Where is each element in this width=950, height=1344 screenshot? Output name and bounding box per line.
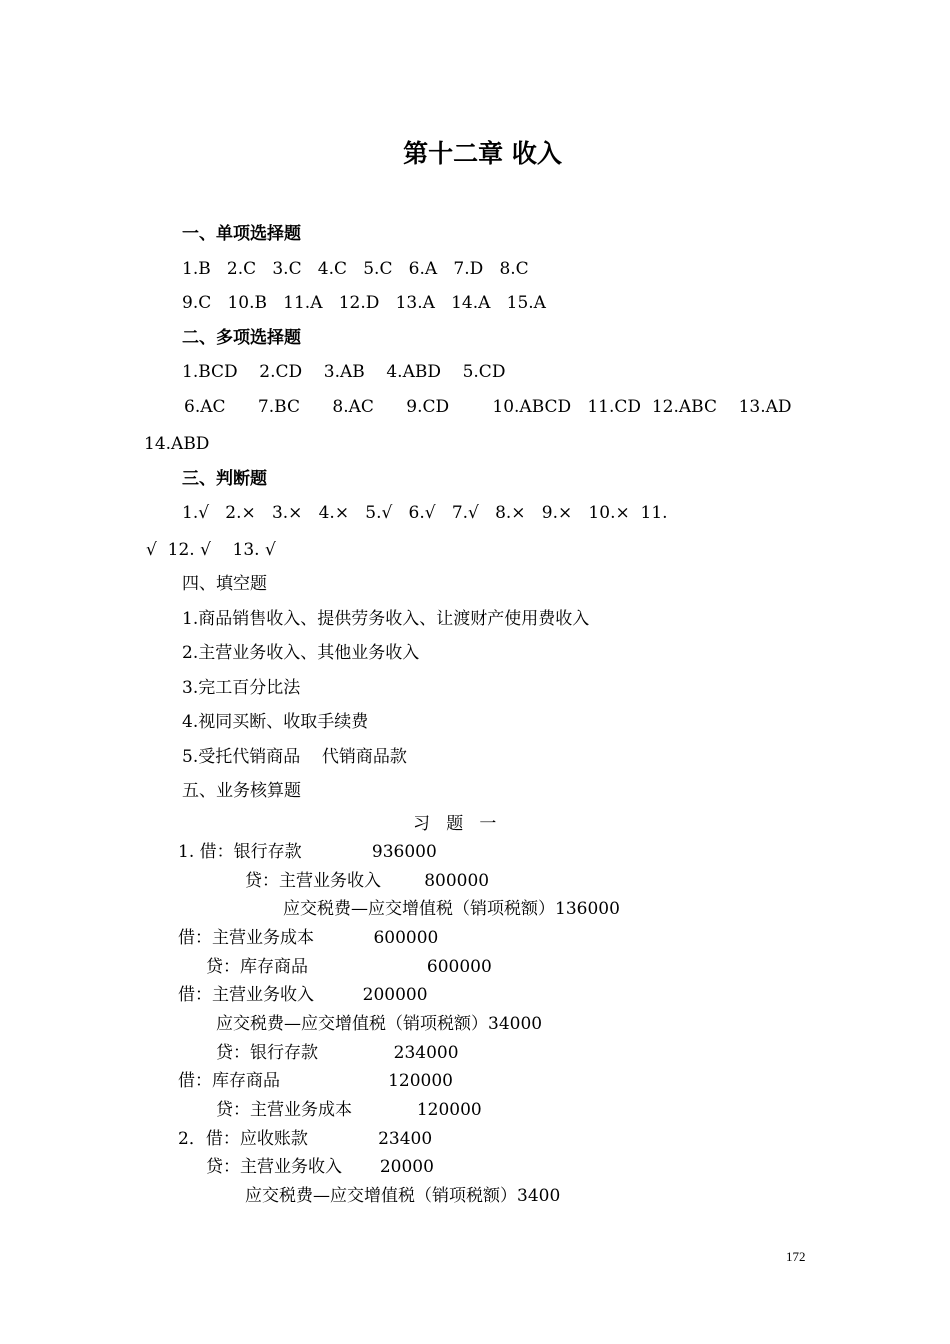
single-choice-answers-row-2: 9.C 10.B 11.A 12.D 13.A 14.A 15.A [182,293,546,313]
true-false-answers-row-1: 1.√ 2.× 3.× 4.× 5.√ 6.√ 7.√ 8.× 9.× 10.× 11. [182,503,668,523]
page-number: 172 [786,1249,806,1264]
section-heading-true-false: 三、判断题 [182,469,267,489]
journal-entry-line: 2．借：应收账款 23400 [178,1129,433,1149]
journal-entry-line: 应交税费—应交增值税（销项税额）136000 [283,899,620,919]
journal-entry-line: 应交税费—应交增值税（销项税额）3400 [245,1186,561,1206]
section-heading-fill-blank: 四、填空题 [182,574,267,594]
journal-entry-line: 贷：主营业务收入 800000 [245,871,490,891]
exercise-title: 习 题 一 [413,814,497,834]
multiple-choice-answers-row-3: 14.ABD [144,434,210,454]
section-heading-single-choice: 一、单项选择题 [182,224,301,244]
journal-entry-line: 1. 借：银行存款 936000 [178,842,437,862]
journal-entry-line: 应交税费—应交增值税（销项税额）34000 [216,1014,543,1034]
fill-blank-item: 1.商品销售收入、提供劳务收入、让渡财产使用费收入 [182,609,590,629]
fill-blank-item: 3.完工百分比法 [182,678,301,698]
section-heading-multiple-choice: 二、多项选择题 [182,328,301,348]
section-heading-accounting: 五、业务核算题 [182,781,301,801]
journal-entry-line: 借：主营业务收入 200000 [178,985,428,1005]
journal-entry-line: 借：库存商品 120000 [178,1071,453,1091]
chapter-title: 第十二章 收入 [403,139,562,168]
journal-entry-line: 借：主营业务成本 600000 [178,928,439,948]
journal-entry-line: 贷：银行存款 234000 [216,1043,459,1063]
true-false-answers-row-2: √ 12. √ 13. √ [146,540,276,560]
multiple-choice-answers-row-2: 6.AC 7.BC 8.AC 9.CD 10.ABCD 11.CD 12.ABC 13.AD [184,397,792,417]
fill-blank-item: 5.受托代销商品 代销商品款 [182,747,407,767]
journal-entry-line: 贷：库存商品 600000 [206,957,492,977]
single-choice-answers-row-1: 1.B 2.C 3.C 4.C 5.C 6.A 7.D 8.C [182,259,529,279]
fill-blank-item: 4.视同买断、收取手续费 [182,712,369,732]
journal-entry-line: 贷：主营业务收入 20000 [206,1157,434,1177]
journal-entry-line: 贷：主营业务成本 120000 [216,1100,482,1120]
multiple-choice-answers-row-1: 1.BCD 2.CD 3.AB 4.ABD 5.CD [182,362,506,382]
fill-blank-item: 2.主营业务收入、其他业务收入 [182,643,420,663]
